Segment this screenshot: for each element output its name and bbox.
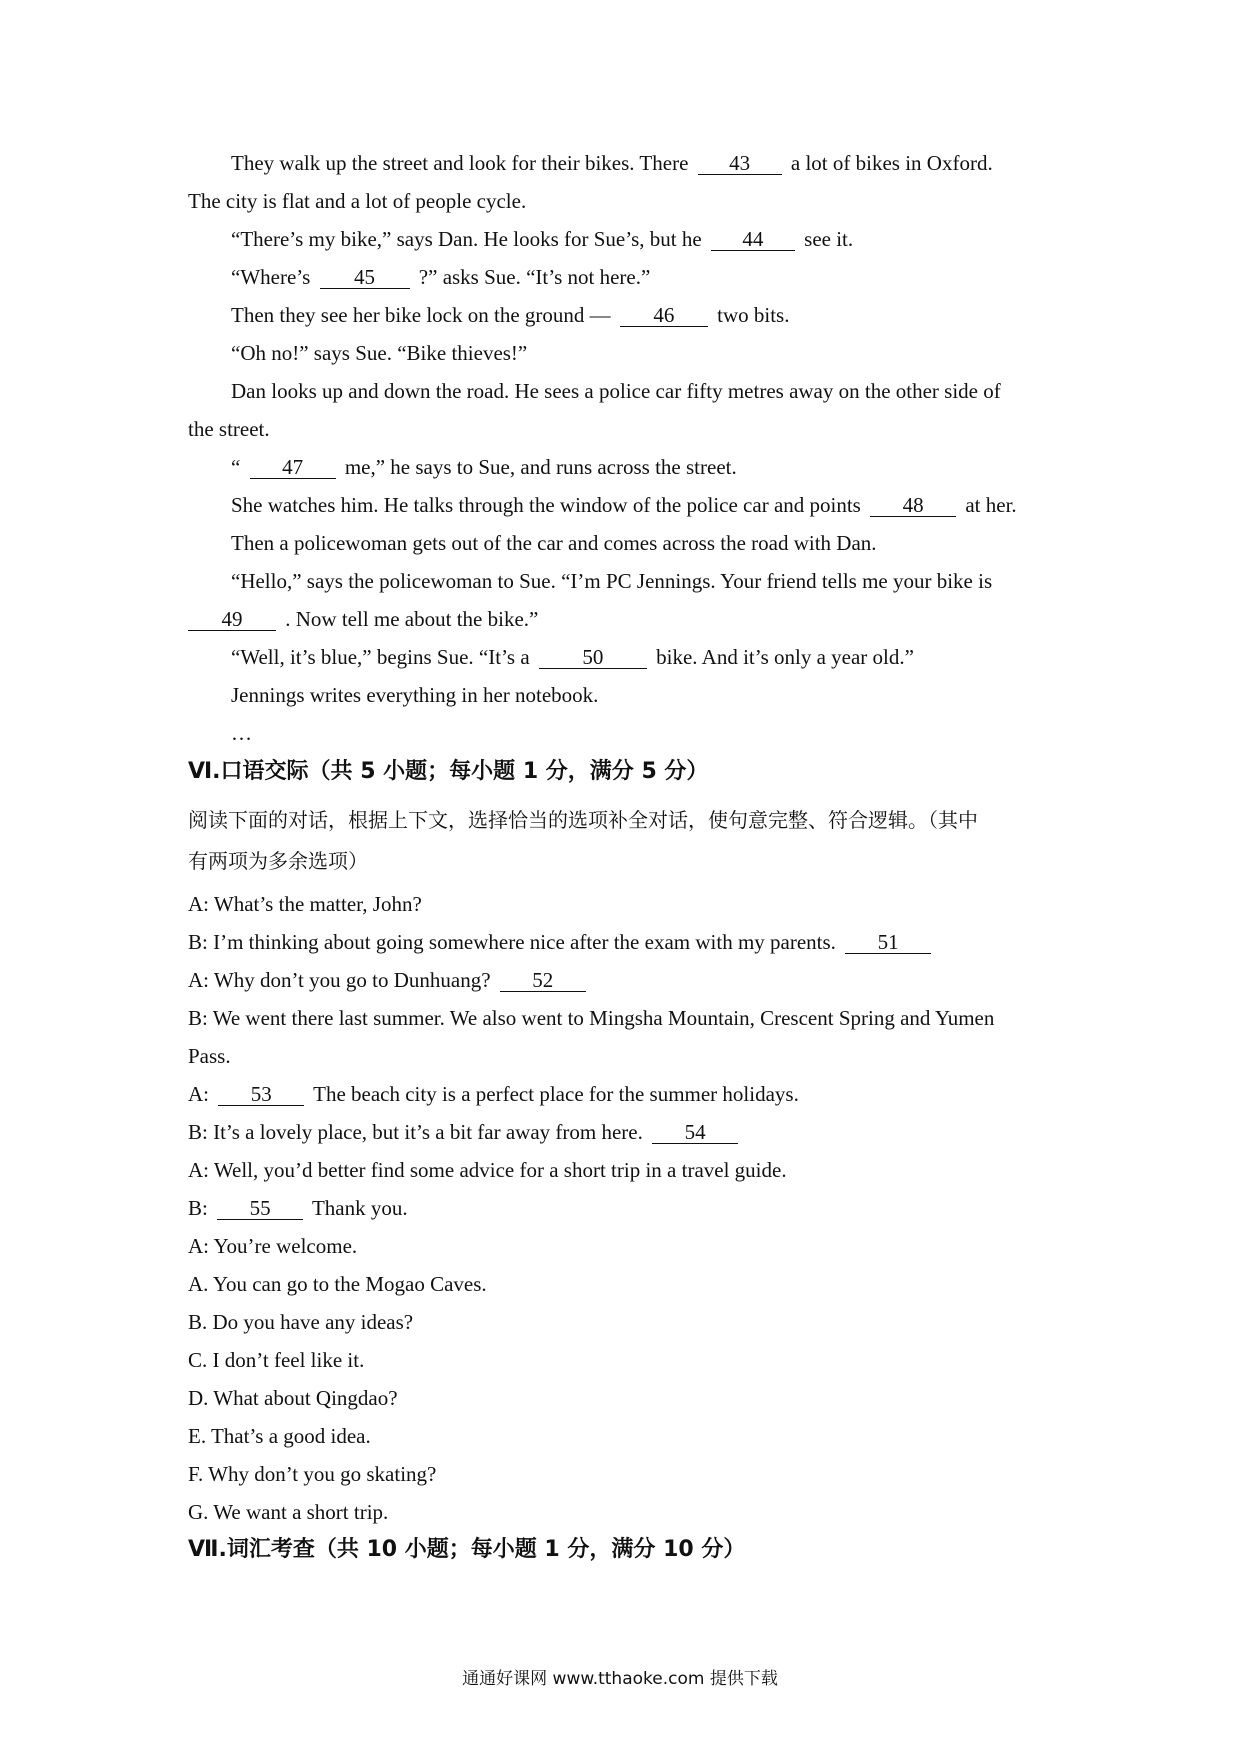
text: two bits. xyxy=(717,303,790,327)
blank-52: 52 xyxy=(500,969,586,992)
text: bike. And it’s only a year old.” xyxy=(656,645,914,669)
story-line-6: “Oh no!” says Sue. “Bike thieves!” xyxy=(231,341,528,365)
text: a lot of bikes in Oxford. xyxy=(790,151,993,175)
dialog-line-6 xyxy=(188,1080,799,1108)
story-line-3 xyxy=(231,225,853,253)
story-line-9 xyxy=(231,453,737,481)
dialog-line-7 xyxy=(188,1118,742,1146)
text: “There’s my bike,” says Dan. He looks for Sue’s, but he xyxy=(231,227,702,251)
text: A: xyxy=(188,1082,209,1106)
text: She watches him. He talks through the window of the police car and points xyxy=(231,493,861,517)
dialog-line-3 xyxy=(188,966,590,994)
option-a: A. You can go to the Mogao Caves. xyxy=(188,1272,487,1296)
story-line-5 xyxy=(231,301,789,329)
story-line-14 xyxy=(231,643,914,671)
text: Thank you. xyxy=(311,1196,408,1220)
story-line-2: The city is flat and a lot of people cycle. xyxy=(188,189,527,213)
story-line-7: Dan looks up and down the road. He sees a police car fifty metres away on the other side of xyxy=(231,379,1001,403)
story-line-15: Jennings writes everything in her notebook. xyxy=(231,683,599,707)
story-line-16: … xyxy=(231,721,252,745)
story-line-13 xyxy=(188,605,538,633)
dialog-line-10: A: You’re welcome. xyxy=(188,1234,358,1258)
story-line-4 xyxy=(231,263,650,291)
blank-46: 46 xyxy=(620,304,708,327)
option-b: B. Do you have any ideas? xyxy=(188,1310,414,1334)
blank-54: 54 xyxy=(652,1121,738,1144)
page-footer: 通通好课网 www.tthaoke.com 提供下载 xyxy=(462,1669,778,1689)
blank-53: 53 xyxy=(218,1083,304,1106)
text: at her. xyxy=(965,493,1017,517)
option-e: E. That’s a good idea. xyxy=(188,1424,371,1448)
dialog-line-8: A: Well, you’d better find some advice for a short trip in a travel guide. xyxy=(188,1158,787,1182)
story-line-8: the street. xyxy=(188,417,270,441)
text: A: Why don’t you go to Dunhuang? xyxy=(188,968,491,992)
text: They walk up the street and look for their bikes. There xyxy=(231,151,689,175)
option-f: F. Why don’t you go skating? xyxy=(188,1462,437,1486)
blank-49: 49 xyxy=(188,608,276,631)
text: B: It’s a lovely place, but it’s a bit far away from here. xyxy=(188,1120,643,1144)
text: B: xyxy=(188,1196,208,1220)
blank-45: 45 xyxy=(320,266,410,289)
dialog-line-1: A: What’s the matter, John? xyxy=(188,892,422,916)
story-line-11: Then a policewoman gets out of the car and comes across the road with Dan. xyxy=(231,531,877,555)
text: see it. xyxy=(804,227,854,251)
text: The beach city is a perfect place for the summer holidays. xyxy=(313,1082,799,1106)
blank-44: 44 xyxy=(711,228,795,251)
option-d: D. What about Qingdao? xyxy=(188,1386,398,1410)
blank-48: 48 xyxy=(870,494,956,517)
blank-50: 50 xyxy=(539,646,647,669)
text: Then they see her bike lock on the ground — xyxy=(231,303,611,327)
blank-43: 43 xyxy=(698,152,782,175)
story-line-12: “Hello,” says the policewoman to Sue. “I’m PC Jennings. Your friend tells me your bike is xyxy=(231,569,993,593)
story-line-10 xyxy=(231,491,1017,519)
blank-47: 47 xyxy=(250,456,336,479)
text: me,” he says to Sue, and runs across the street. xyxy=(344,455,737,479)
dialog-line-4: B: We went there last summer. We also went to Mingsha Mountain, Crescent Spring and Yumen xyxy=(188,1006,995,1030)
text: B: I’m thinking about going somewhere nice after the exam with my parents. xyxy=(188,930,836,954)
text: “ xyxy=(231,455,241,479)
section-6-instruction-line-1: 阅读下面的对话，根据上下文，选择恰当的选项补全对话，使句意完整、符合逻辑。（其中 xyxy=(188,808,978,832)
section-7-title: Ⅶ.词汇考查（共 10 小题；每小题 1 分，满分 10 分） xyxy=(188,1537,746,1562)
section-6-instruction-line-2: 有两项为多余选项） xyxy=(188,849,368,873)
story-line-1 xyxy=(231,149,993,177)
option-c: C. I don’t feel like it. xyxy=(188,1348,365,1372)
dialog-line-9 xyxy=(188,1194,408,1222)
blank-51: 51 xyxy=(845,931,931,954)
text: “Where’s xyxy=(231,265,311,289)
section-6-title: Ⅵ.口语交际（共 5 小题；每小题 1 分，满分 5 分） xyxy=(188,759,709,784)
text: “Well, it’s blue,” begins Sue. “It’s a xyxy=(231,645,530,669)
option-g: G. We want a short trip. xyxy=(188,1500,389,1524)
dialog-line-2 xyxy=(188,928,935,956)
blank-55: 55 xyxy=(217,1197,303,1220)
text: ?” asks Sue. “It’s not here.” xyxy=(418,265,651,289)
text: . Now tell me about the bike.” xyxy=(285,607,539,631)
dialog-line-5: Pass. xyxy=(188,1044,231,1068)
